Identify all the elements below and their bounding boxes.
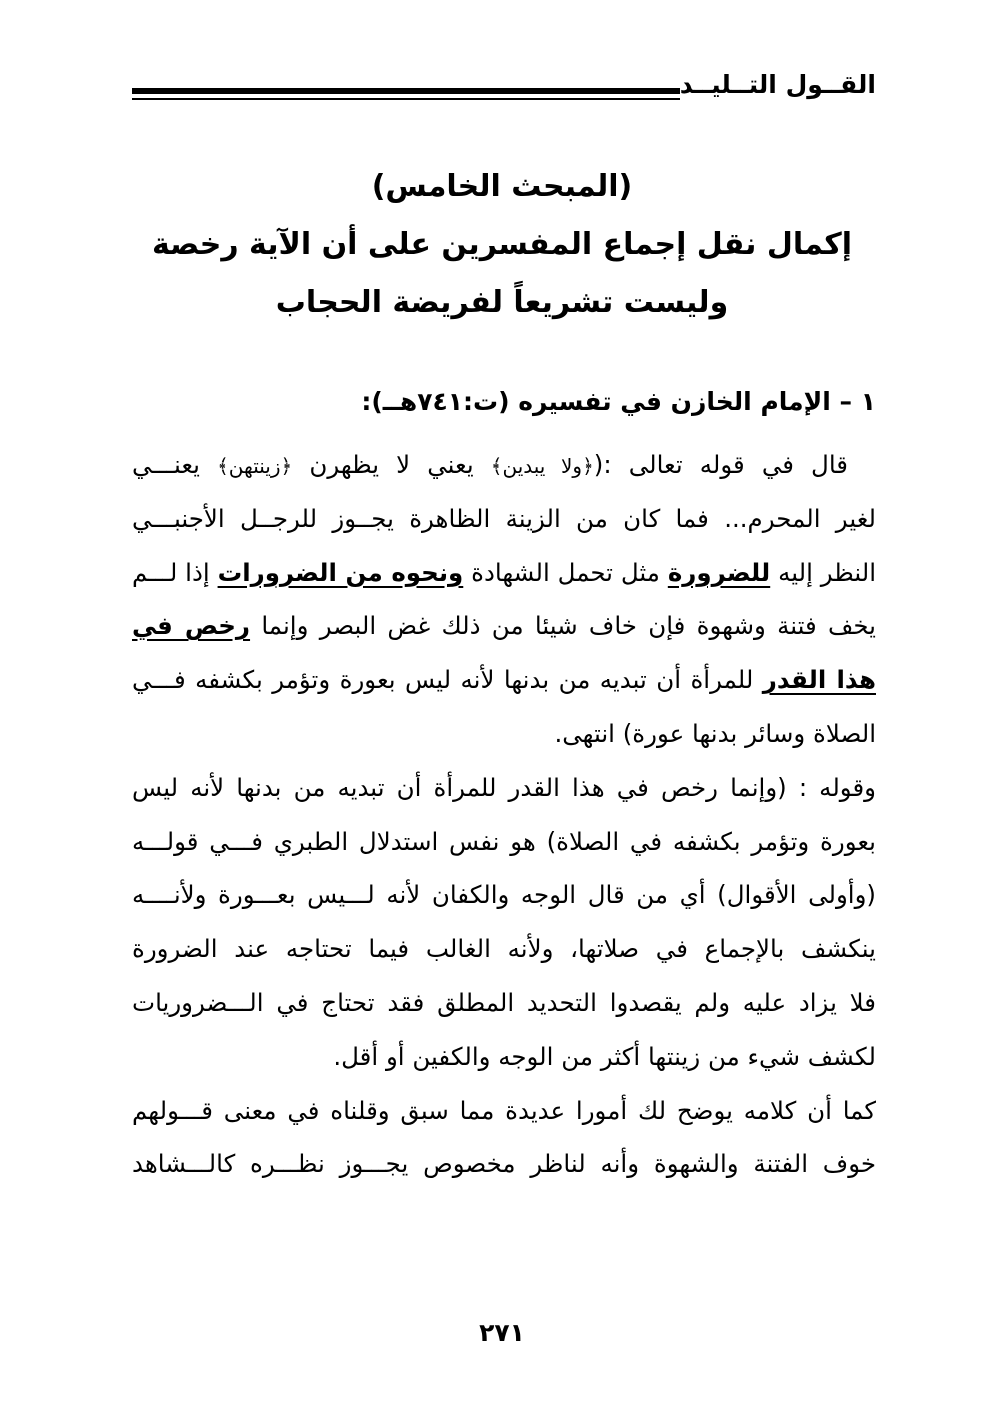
text-line: فلا يزاد عليه ولم يقصدوا التحديد المطلق فقد تحتاج في الـــضروريات (132, 987, 876, 1017)
text-line: لكشف شيء من زينتها أكثر من الوجه والكفين أو أقل. (333, 1041, 876, 1071)
text-run: يخف فتنة وشهوة فإن خاف شيئا من ذلك غض البصر وإنما (250, 611, 876, 641)
emphasis: ونحوه من الضرورات (217, 557, 464, 587)
text-line (132, 599, 876, 653)
emphasis: للضرورة (667, 557, 771, 587)
header-rule-thin (132, 98, 680, 100)
quran-quote: ﴿ولا يبدين﴾ (490, 454, 594, 478)
text-line (132, 438, 876, 492)
chapter-title-line-2: إكمال نقل إجماع المفسرين على أن الآية رخصة (151, 227, 853, 262)
chapter-titles (120, 158, 884, 332)
body-text (132, 438, 876, 1191)
section-heading: ١ – الإمام الخازن في تفسيره (ت:٧٤١هــ): (361, 387, 876, 416)
text-run: مثل تحمل الشهادة (463, 557, 668, 587)
text-line: كما أن كلامه يوضح لك أمورا عديدة مما سبق وقلناه في معنى قـــولهم (132, 1095, 876, 1125)
page-number: ٢٧١ (479, 1318, 525, 1347)
text-line: ينكشف بالإجماع في صلاتها، ولأنه الغالب فيما تحتاجه عند الضرورة (132, 934, 876, 964)
text-line: وقوله : (وإنما رخص في هذا القدر للمرأة أن تبديه من بدنها لأنه ليس (132, 772, 876, 802)
text-run: إذا لـــم (132, 557, 218, 587)
chapter-title-line-1: (المبحث الخامس) (371, 169, 633, 204)
text-run: النظر إليه (770, 557, 876, 587)
chapter-title-line-3: وليست تشريعاً لفريضة الحجاب (275, 285, 729, 320)
header-rule-thick (132, 88, 680, 94)
header-rule (132, 88, 680, 100)
text-line: (وأولى الأقوال) أي من قال الوجه والكفان لأنه لـــيس بعـــورة ولأنــــه (132, 880, 876, 910)
emphasis: هذا القدر (762, 665, 876, 695)
text-line (132, 546, 876, 600)
text-line: الصلاة وسائر بدنها عورة) انتهى. (554, 718, 876, 748)
text-line: خوف الفتنة والشهوة وأنه لناظر مخصوص يجـــوز نظـــره كالـــشاهد (132, 1149, 876, 1179)
text-line: لغير المحرم... فما كان من الزينة الظاهرة يجــوز للرجــل الأجنبـــي (132, 503, 876, 533)
running-header-title: القــول التــليــد (679, 70, 876, 99)
text-run: للمرأة أن تبديه من بدنها لأنه ليس بعورة وتؤمر بكشفه فـــي (132, 665, 763, 695)
text-run: يعنـــي (132, 450, 218, 479)
text-run: قال في قوله تعالى :( (593, 450, 849, 479)
emphasis: رخص في (132, 611, 251, 641)
text-run: يعني لا يظهرن (292, 450, 491, 479)
quran-quote: ﴿زينتهن﴾ (217, 454, 293, 478)
text-line (132, 653, 876, 707)
text-line: بعورة وتؤمر بكشفه في الصلاة) هو نفس استدلال الطبري فـــي قولـــه (132, 826, 876, 856)
